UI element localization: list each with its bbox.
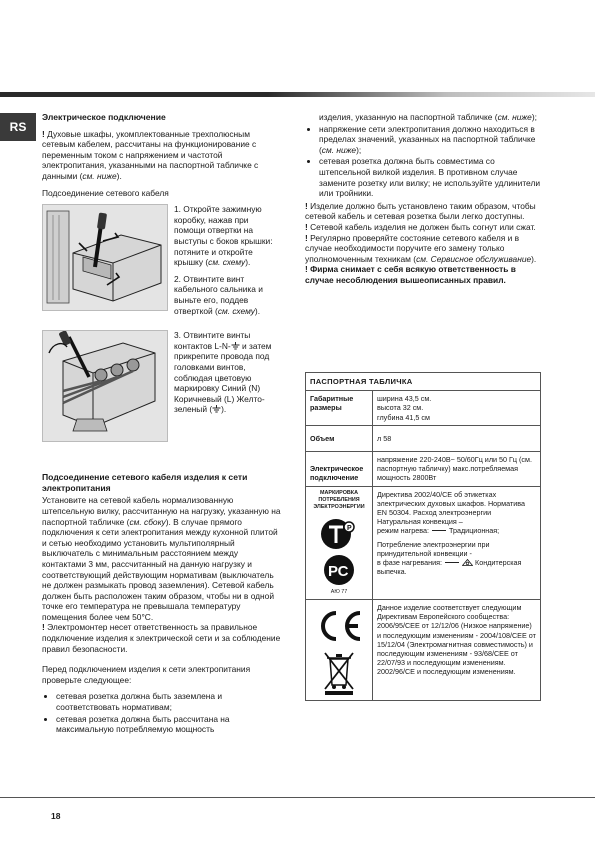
list-item: • напряжение сети электропитания должно находиться в пределах значений, указанных на паспортной табличке (см. ниже); bbox=[319, 124, 545, 156]
right-column bbox=[305, 112, 545, 286]
electrical-label: Электрическое подключение bbox=[306, 452, 373, 487]
energy-value: Директива 2002/40/CE об этикетках электрических духовых шкафов. Норматива EN 50304. Расход электроэнергии Натуральная конвекция – режим нагрева: Традиционная; Потребление электроэнергии при принудительной конвекции - в фазе нагревания: Кондитерская выпечка. bbox=[373, 486, 541, 599]
energy-code: АЮ 77 bbox=[330, 589, 348, 596]
wiring-illustration bbox=[42, 330, 168, 442]
value-blank bbox=[445, 562, 459, 563]
step-1: 1. Откройте зажимную коробку, нажав при помощи отвертки на выступы с боков крышки: потяните и откройте крышку (см. схему). bbox=[174, 204, 273, 268]
data-plate-title: ПАСПОРТНАЯ ТАБЛИЧКА bbox=[306, 373, 541, 391]
weee-bin-icon bbox=[322, 651, 356, 695]
section-tab: RS bbox=[0, 113, 36, 141]
steps-1-2-text bbox=[174, 204, 280, 322]
warning-icon: ! bbox=[42, 622, 45, 633]
intro-paragraph: ! Духовые шкафы, укомплектованные трехполюсным сетевым кабелем, рассчитаны на функционирование с переменным током с напряжением и частотой электропитания, указанными на паспортной табличке с данными (см. ниже). bbox=[42, 128, 259, 181]
list-item: • сетевая розетка должна быть заземлена и соответствовать нормативам; bbox=[56, 691, 282, 712]
svg-text:РС: РС bbox=[328, 562, 349, 580]
list-item: • сетевая розетка должна быть совместима со штепсельной вилкой изделия. В противном случае замените розетку или вилку; не используйте удлинители или тройники. bbox=[319, 156, 545, 198]
value-blank bbox=[432, 530, 446, 531]
step-1-2-block bbox=[42, 204, 282, 324]
step-3: 3. Отвинтите винты контактов L-N- и затем прикрепите провода под головками винтов, соблюдая цветовую маркировку Синий (N) Коричневый (L) Желто-зеленый ( ). bbox=[174, 330, 272, 415]
fan-oven-icon bbox=[462, 559, 473, 566]
ce-text: Данное изделие соответствует следующим Директивам Европейского сообщества: 2006/95/CEE от 12/12/06 (Низкое напряжение) и последующим изменениям - 2004/108/CEE от 15/12/04 (Электромагнитная совместимость) и последующим изменениям - 93/68/CEE от 22/07/93 и последующим изменениям. 2002/96/CE и последующим изменениям. bbox=[373, 600, 541, 701]
svg-text:Р: Р bbox=[347, 524, 352, 532]
ce-marks-cell bbox=[306, 600, 373, 701]
energy-label: МАРКИРОВКА ПОТРЕБЛЕНИЯ ЭЛЕКТРОЭНЕРГИИ bbox=[313, 489, 365, 510]
section-title: Электрическое подключение bbox=[42, 112, 166, 122]
warning-1: ! Изделие должно быть установлено таким образом, чтобы сетевой кабель и сетевая розетка были легко доступны. bbox=[305, 200, 536, 222]
warning-icon: ! bbox=[305, 264, 308, 275]
dims-label: Габаритные размеры bbox=[306, 391, 373, 426]
wiring-drawing bbox=[43, 331, 167, 441]
volume-label: Объем bbox=[306, 425, 373, 451]
warning-icon: ! bbox=[305, 221, 308, 232]
dims-value: ширина 43,5 см. высота 32 см. глубина 41,5 см bbox=[373, 391, 541, 426]
certification-mark-icon bbox=[319, 517, 359, 551]
list-item: • сетевая розетка должна быть рассчитана на максимальную потребляемую мощность bbox=[56, 714, 282, 735]
step-3-block bbox=[42, 330, 282, 462]
warning-4: ! Фирма снимает с себя всякую ответственность в случае несоблюдения вышеописанных правил. bbox=[305, 264, 516, 285]
header-bar bbox=[0, 92, 595, 97]
network-heading: Подсоединение сетевого кабеля изделия к сети электропитания bbox=[42, 472, 248, 493]
energy-label-cell bbox=[306, 486, 373, 599]
check-list-continued bbox=[305, 124, 545, 199]
warning-icon: ! bbox=[305, 200, 308, 211]
cable-heading: Подсоединение сетевого кабеля bbox=[42, 187, 169, 198]
ground-icon bbox=[231, 342, 240, 350]
electrical-value: напряжение 220-240В~ 50/60Гц или 50 Гц (см. паспортную табличку) макс.потребляемая мощность 2800Вт bbox=[373, 452, 541, 487]
warning-2: ! Сетевой кабель изделия не должен быть согнут или сжат. bbox=[305, 221, 536, 232]
page-number: 18 bbox=[51, 811, 61, 821]
step-3-text bbox=[174, 330, 280, 421]
check-intro: Перед подключением изделия к сети электропитания проверьте следующее: bbox=[42, 664, 251, 685]
continued-text: изделия, указанную на паспортной табличке (см. ниже); bbox=[319, 112, 537, 122]
warning-3: ! Регулярно проверяйте состояние сетевого кабеля и в случае необходимости поручите его замену только уполномоченным техникам (см. Сервисное обслуживание). bbox=[305, 232, 537, 264]
terminal-box-drawing bbox=[43, 205, 167, 310]
ce-mark-icon bbox=[314, 609, 364, 643]
ground-icon bbox=[212, 405, 221, 413]
warning-icon: ! bbox=[42, 128, 45, 139]
footer-line bbox=[0, 797, 595, 798]
gost-mark-icon bbox=[319, 553, 359, 587]
network-paragraph: Установите на сетевой кабель нормализованную штепсельную вилку, рассчитанную на нагрузку, указанную на паспортной табличке (см. сбоку). В случае прямого подключения к сети электропитания между кухонной плитой и сетью необходимо установить мультиполярный выключатель с минимальным расстоянием между контактами 3 мм, рассчитанный на данную нагрузку и соответствующий действующим нормативам (выключатель не должен размыкать провод заземления). Сетевой кабель должен быть расположен таким образом, чтобы ни в одной точке его температура не превышала температуру помещения более чем 50°С. ! Электромонтер несет ответственность за правильное подключение изделия к электрической сети и за соблюдение правил безопасности. bbox=[42, 495, 281, 654]
terminal-box-illustration bbox=[42, 204, 168, 311]
left-column bbox=[42, 112, 282, 737]
warning-icon: ! bbox=[305, 232, 308, 243]
data-plate-table bbox=[305, 372, 541, 701]
check-list bbox=[42, 691, 282, 734]
step-2: 2. Отвинтите винт кабельного сальника и выньте его, поддев отверткой (см. схему). bbox=[174, 273, 263, 316]
volume-value: л 58 bbox=[373, 425, 541, 451]
